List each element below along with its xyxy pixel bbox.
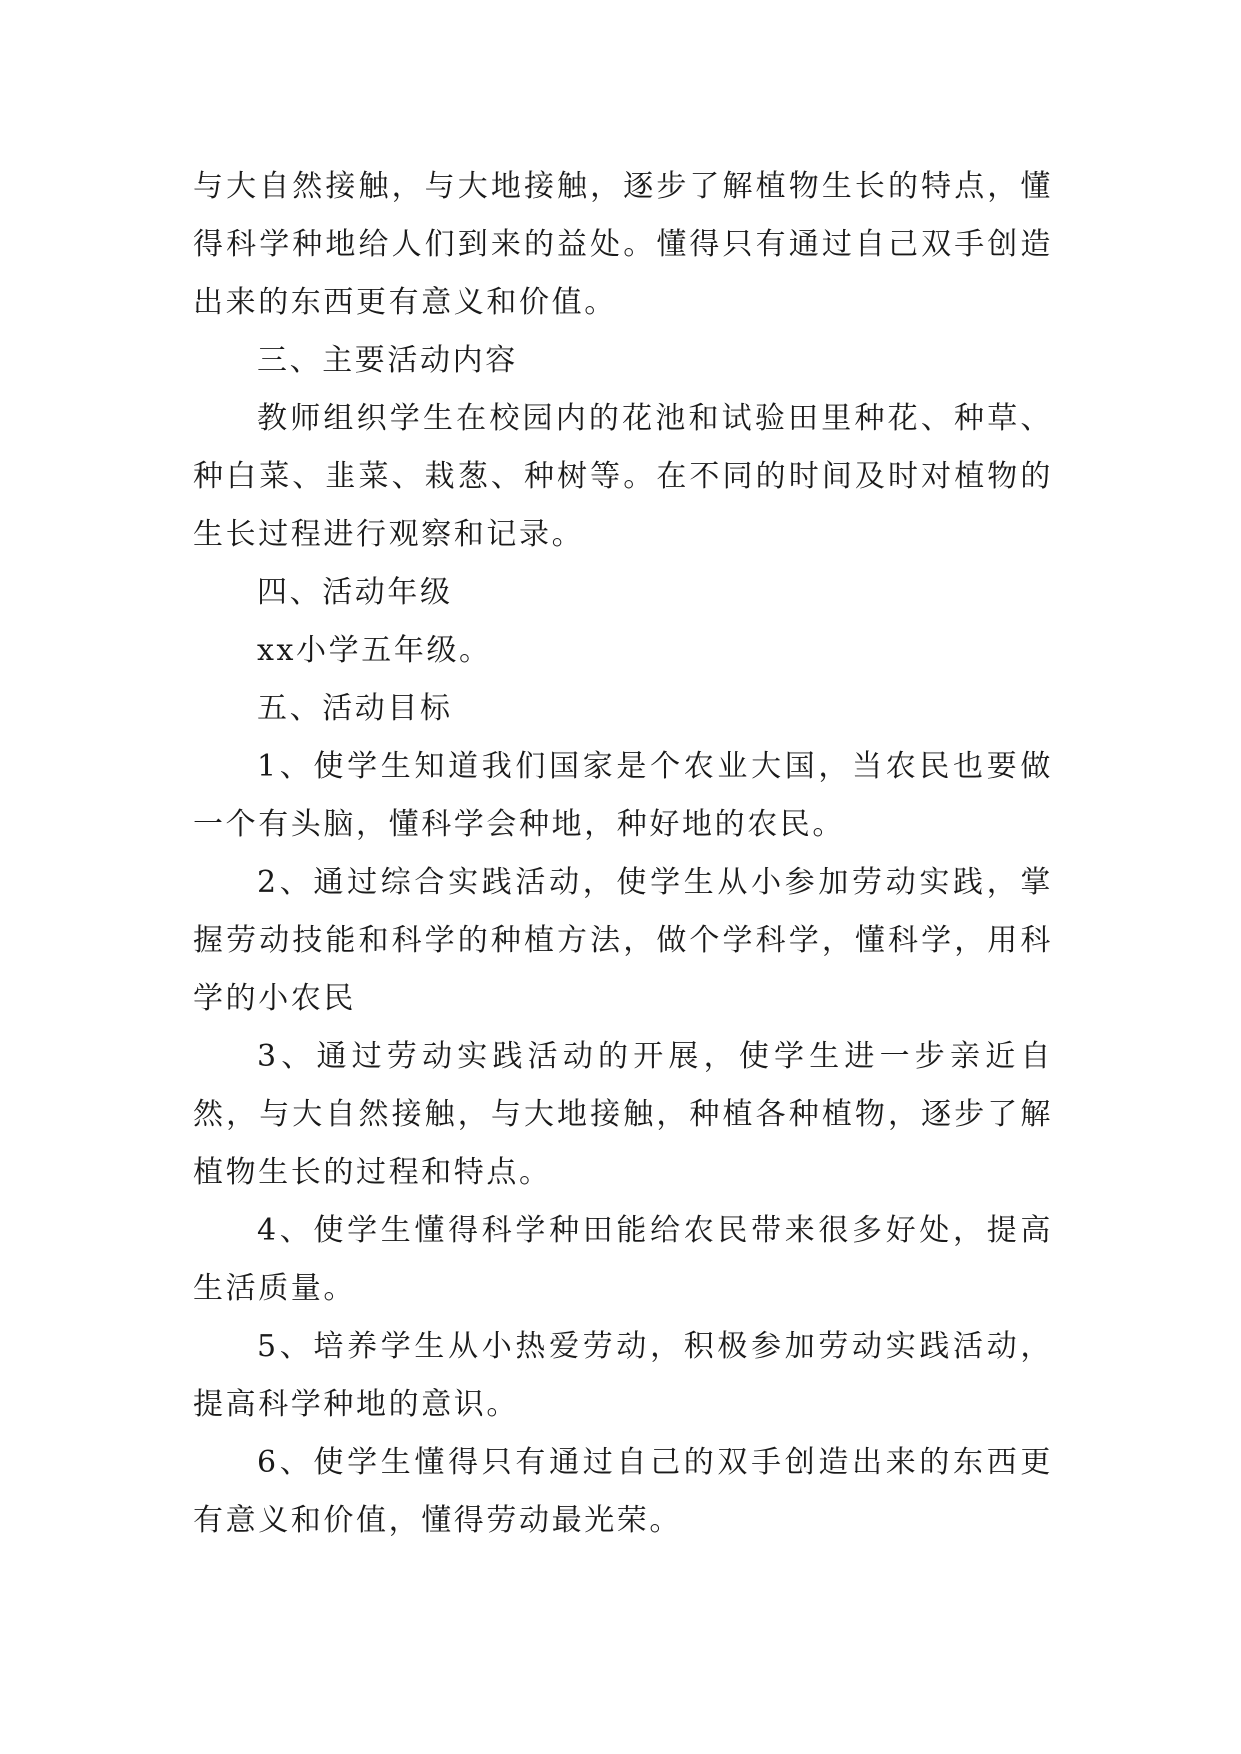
goal-item-5: 5、培养学生从小热爱劳动，积极参加劳动实践活动，提高科学种地的意识。 xyxy=(193,1329,1053,1422)
goal-item-6: 6、使学生懂得只有通过自己的双手创造出来的东西更有意义和价值，懂得劳动最光荣。 xyxy=(193,1445,1053,1538)
paragraph-activity-grade: xx小学五年级。 xyxy=(257,633,492,668)
document-page xyxy=(193,158,1053,1550)
goal-item-4: 4、使学生懂得科学种田能给农民带来很多好处，提高生活质量。 xyxy=(193,1213,1053,1306)
heading-activity-grade: 四、活动年级 xyxy=(257,575,453,610)
goal-item-1: 1、使学生知道我们国家是个农业大国，当农民也要做一个有头脑，懂科学会种地，种好地的农民。 xyxy=(193,749,1053,842)
heading-main-activities: 三、主要活动内容 xyxy=(257,343,518,378)
heading-activity-goals: 五、活动目标 xyxy=(257,691,453,726)
goal-item-2: 2、通过综合实践活动，使学生从小参加劳动实践，掌握劳动技能和科学的种植方法，做个学科学，懂科学，用科学的小农民 xyxy=(193,865,1053,1016)
goal-item-3: 3、通过劳动实践活动的开展，使学生进一步亲近自然，与大自然接触，与大地接触，种植各种植物，逐步了解植物生长的过程和特点。 xyxy=(193,1039,1053,1190)
paragraph-main-activities: 教师组织学生在校园内的花池和试验田里种花、种草、种白菜、韭菜、栽葱、种树等。在不同的时间及时对植物的生长过程进行观察和记录。 xyxy=(193,401,1053,552)
paragraph-intro-continued: 与大自然接触，与大地接触，逐步了解植物生长的特点，懂得科学种地给人们到来的益处。懂得只有通过自己双手创造出来的东西更有意义和价值。 xyxy=(193,169,1053,320)
